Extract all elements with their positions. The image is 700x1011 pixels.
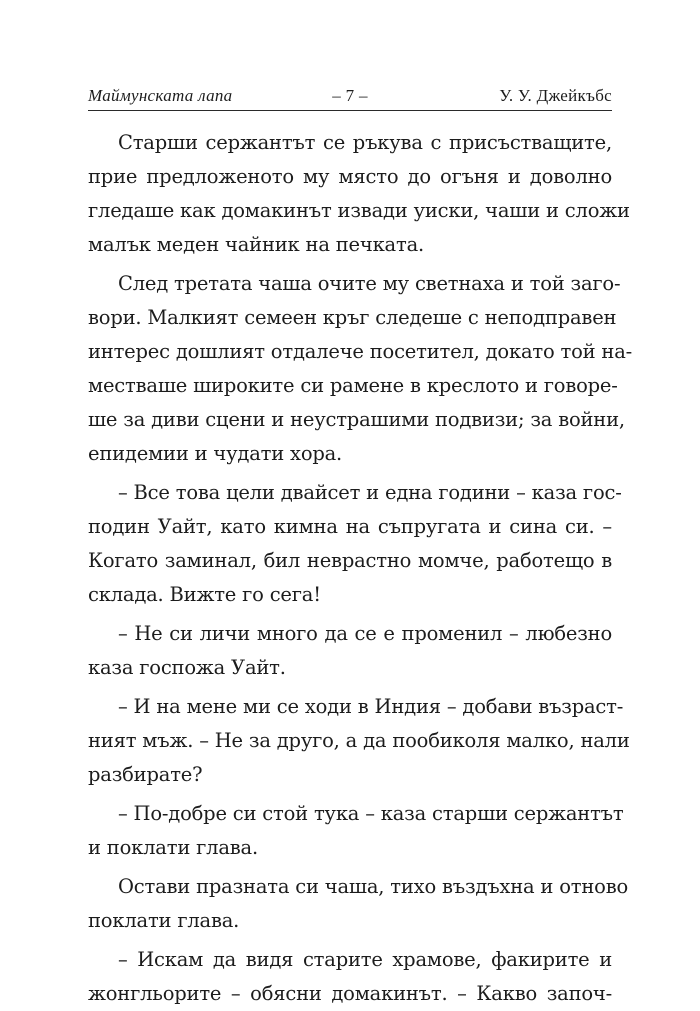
book-title: Маймунската лапа [88, 86, 233, 105]
text-line: местваше широките си рамене в креслото и говоре- [88, 374, 618, 397]
paragraph [88, 690, 630, 792]
text-line: жонгльорите – обясни домакинът. – Какво започ- [88, 982, 612, 1005]
text-line: малък меден чайник на печката. [88, 233, 424, 256]
paragraph [88, 943, 612, 1011]
text-line: и поклати глава. [88, 836, 258, 859]
text-line: Остави празната си чаша, тихо въздъхна и отново [118, 875, 629, 898]
page-number: – 7 – [332, 86, 368, 105]
paragraph [88, 267, 633, 471]
paragraph [88, 870, 629, 938]
paragraph [88, 617, 612, 685]
text-line: интерес дошлият отдалече посетител, докато той на- [88, 340, 633, 363]
text-line: разбирате? [88, 763, 203, 786]
paragraph [88, 797, 624, 865]
text-line: ше за диви сцени и неустрашими подвизи; за войни, [88, 408, 625, 431]
text-line: – И на мене ми се ходи в Индия – добави възраст- [118, 695, 624, 718]
running-head [88, 86, 612, 106]
text-line: епидемии и чудати хора. [88, 442, 343, 465]
author-name: У. У. Джейкъбс [499, 86, 612, 105]
text-line: – Не си личи много да се е променил – любезно [118, 622, 612, 645]
text-line: подин Уайт, като кимна на съпругата и сина си. – [88, 515, 612, 538]
text-line: вори. Малкият семеен кръг следеше с неподправен [88, 306, 617, 329]
text-line: каза госпожа Уайт. [88, 656, 286, 679]
text-line: прие предложеното му място до огъня и доволно [88, 165, 612, 188]
text-line: поклати глава. [88, 909, 240, 932]
text-line: склада. Вижте го сега! [88, 583, 321, 606]
paragraph [88, 476, 622, 612]
text-line: ният мъж. – Не за друго, а да пообиколя малко, нали [88, 729, 630, 752]
paragraph [88, 126, 630, 262]
text-line: Старши сержантът се ръкува с присъстващите, [118, 131, 612, 154]
text-line: гледаше как домакинът извади уиски, чаши и сложи [88, 199, 630, 222]
text-line: – Искам да видя старите храмове, факирите и [118, 948, 612, 971]
body-text [88, 126, 633, 1011]
header-rule [88, 110, 612, 111]
text-line: След третата чаша очите му светнаха и той заго- [118, 272, 621, 295]
text-line: – Все това цели двайсет и една години – каза гос- [118, 481, 622, 504]
text-line: – По-добре си стой тука – каза старши сержантът [118, 802, 624, 825]
text-line: Когато заминал, бил неврастно момче, работещо в [88, 549, 612, 572]
